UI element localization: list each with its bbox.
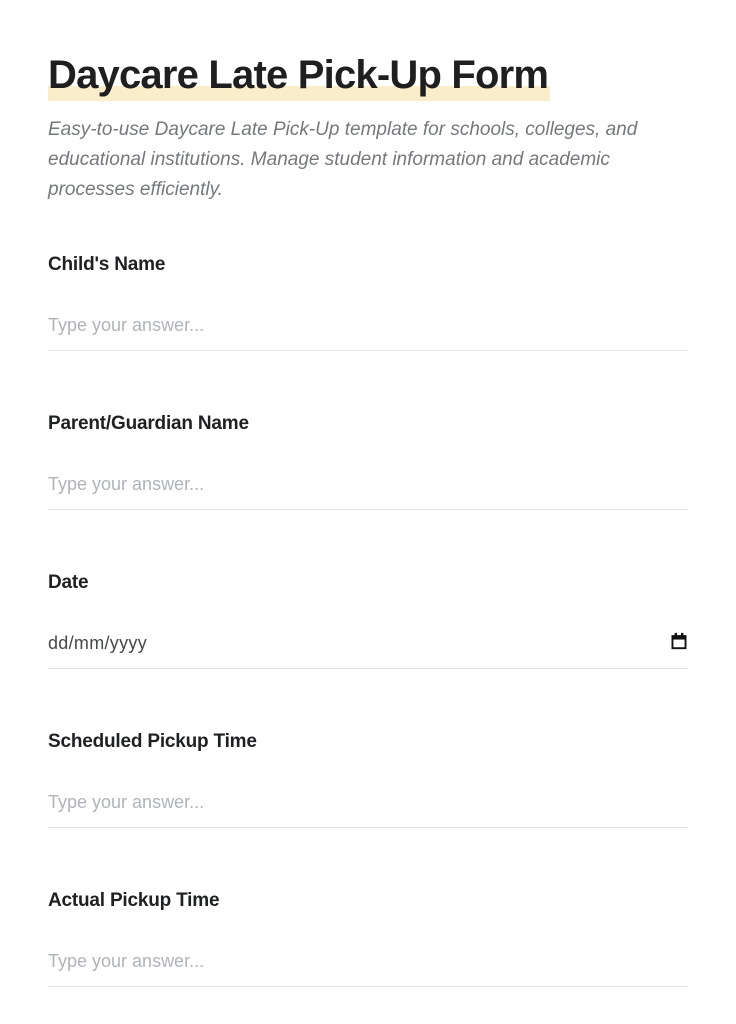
field-label: Actual Pickup Time: [48, 890, 220, 911]
field-parent-guardian-name: [48, 412, 688, 510]
field-scheduled-pickup-time: [48, 730, 688, 828]
actual-pickup-time-input[interactable]: [48, 950, 688, 987]
parent-guardian-name-input[interactable]: [48, 473, 688, 510]
page-title-text: Daycare Late Pick-Up Form: [48, 53, 549, 97]
form-description: Easy-to-use Daycare Late Pick-Up template for schools, colleges, and educational institutions. Manage student information and academic processes efficiently.: [48, 119, 638, 200]
field-label: Child's Name: [48, 254, 166, 275]
field-date: [48, 571, 688, 669]
input-wrap: [48, 632, 688, 669]
field-childs-name: [48, 253, 688, 351]
input-wrap: [48, 473, 688, 510]
field-label: Date: [48, 572, 89, 593]
childs-name-input[interactable]: [48, 314, 688, 351]
input-wrap: [48, 791, 688, 828]
form-fields: [48, 253, 688, 987]
input-wrap: [48, 314, 688, 351]
field-label: Parent/Guardian Name: [48, 413, 249, 434]
field-label: Scheduled Pickup Time: [48, 731, 257, 752]
page-title: [48, 52, 548, 98]
field-actual-pickup-time: [48, 889, 688, 987]
calendar-icon[interactable]: [670, 632, 688, 650]
input-wrap: [48, 950, 688, 987]
date-input[interactable]: [48, 632, 688, 669]
scheduled-pickup-time-input[interactable]: [48, 791, 688, 828]
